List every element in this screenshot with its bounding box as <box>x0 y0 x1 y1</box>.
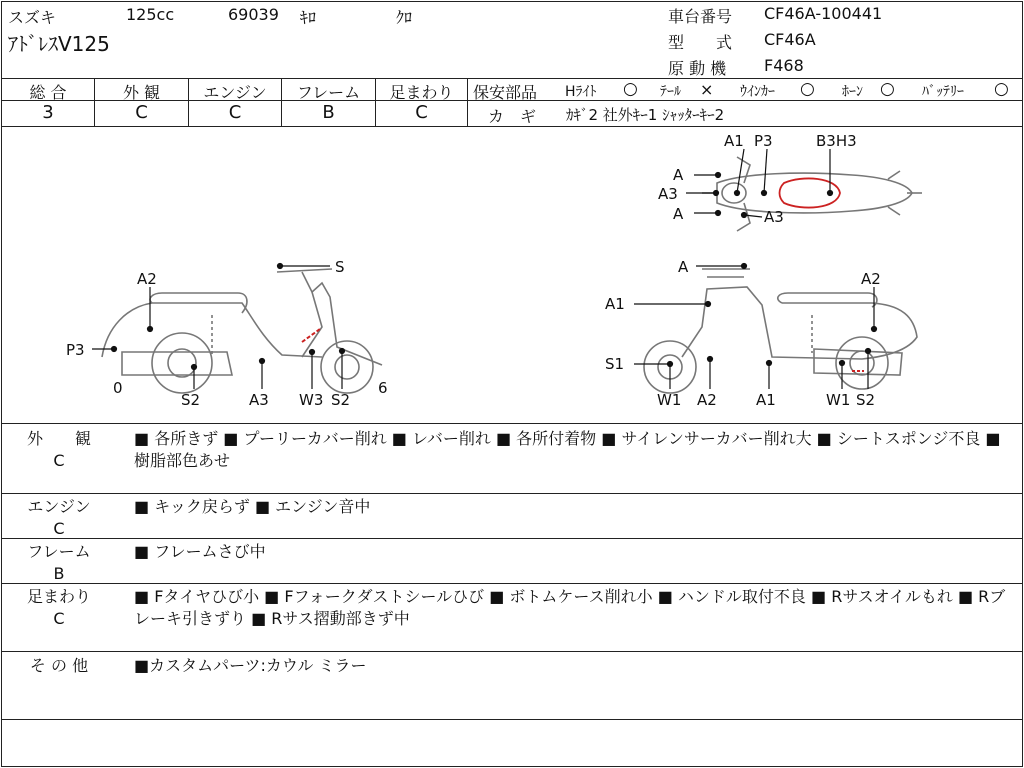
frame-no: CF46A-100441 <box>764 4 883 23</box>
keys-label: カ ギ <box>488 107 537 126</box>
grade-suspension-value: C <box>415 102 428 123</box>
diag-label: A1 <box>605 295 625 313</box>
remark-grade: C <box>53 519 65 538</box>
displacement: 125cc <box>126 5 175 24</box>
diag-label: 6 <box>378 379 388 397</box>
mileage-unit: ｷﾛ <box>300 8 317 27</box>
frame-no-label: 車台番号 <box>668 7 733 26</box>
remark-text: ■カスタムパーツ:カウル ミラー <box>134 656 367 675</box>
diag-label: B3H3 <box>816 132 857 150</box>
grade-suspension-label: 足まわり <box>389 83 454 102</box>
diag-label: S2 <box>181 391 201 409</box>
diag-label: A <box>673 166 684 184</box>
remark-text: ■ Fタイヤひび小 ■ Fフォークダストシールひび ■ ボトムケース削れ小 ■ ハンドル取付不良 ■ Rサスオイルもれ ■ Rブレーキ引きずり ■ Rサス摺動部きず中 <box>134 587 1006 628</box>
safety-item-battery: ﾊﾞｯﾃﾘｰ <box>922 84 964 100</box>
remark-grade: B <box>53 564 65 583</box>
safety-item-winker: ｳｲﾝｶｰ <box>740 84 775 100</box>
diag-label: W1 <box>657 391 682 409</box>
type-label: 型 式 <box>668 33 733 52</box>
remark-grade: C <box>53 451 65 470</box>
diag-label: S2 <box>331 391 351 409</box>
diag-label: A2 <box>861 270 881 288</box>
remark-label: 外 観 <box>26 429 91 448</box>
diag-label: W1 <box>826 391 851 409</box>
model-name: ｱﾄﾞﾚｽV125 <box>8 32 110 56</box>
remark-text: ■ フレームさび中 <box>134 542 266 561</box>
safety-mark-winker: ○ <box>800 79 815 99</box>
diag-label: S2 <box>856 391 876 409</box>
remark-text: ■ キック戻らず ■ エンジン音中 <box>134 497 371 516</box>
diag-label: 0 <box>113 379 123 397</box>
diag-label: A <box>673 205 684 223</box>
scooter-diagram-svg <box>2 127 1022 423</box>
diag-label: A3 <box>249 391 269 409</box>
diag-label: S <box>335 258 345 276</box>
grade-exterior-label: 外 観 <box>122 83 161 102</box>
diag-label: A2 <box>697 391 717 409</box>
diag-label: A3 <box>764 208 784 226</box>
mileage: 69039 <box>228 5 279 24</box>
safety-mark-headlight: ○ <box>623 79 638 99</box>
safety-mark-battery: ○ <box>994 79 1009 99</box>
diag-label: W3 <box>299 391 324 409</box>
color: ｸﾛ <box>396 8 413 27</box>
type-value: CF46A <box>764 30 816 49</box>
remark-label: そ の 他 <box>29 656 89 675</box>
remark-grade: C <box>53 609 65 628</box>
diag-label: A1 <box>724 132 744 150</box>
safety-mark-tail: × <box>700 80 714 99</box>
remark-label: 足まわり <box>26 587 91 606</box>
damage-diagram <box>2 127 1022 423</box>
safety-label: 保安部品 <box>473 83 538 102</box>
diag-label: A <box>678 258 689 276</box>
safety-item-tail: ﾃｰﾙ <box>660 84 681 100</box>
maker: スズキ <box>8 8 57 27</box>
diag-label: P3 <box>754 132 773 150</box>
diag-label: S1 <box>605 355 625 373</box>
grade-total-label: 総 合 <box>29 83 67 102</box>
safety-item-horn: ﾎｰﾝ <box>842 84 863 100</box>
diag-label: A3 <box>658 185 678 203</box>
remark-label: フレーム <box>27 542 91 561</box>
safety-item-headlight: Hﾗｲﾄ <box>565 84 597 100</box>
diag-label: A2 <box>137 270 157 288</box>
grade-total-value: 3 <box>42 102 54 123</box>
grade-engine-value: C <box>228 102 242 123</box>
engine-label: 原 動 機 <box>668 59 727 78</box>
engine-value: F468 <box>764 56 804 75</box>
safety-mark-horn: ○ <box>880 79 895 99</box>
grade-frame-label: フレーム <box>296 83 361 102</box>
grade-engine-label: エンジン <box>203 83 267 102</box>
grade-frame-value: B <box>322 102 335 123</box>
keys-value: ｶｷﾞ2 社外ｷｰ1 ｼｬｯﾀｰｷｰ2 <box>566 106 725 124</box>
remark-label: エンジン <box>27 497 91 516</box>
grade-exterior-value: C <box>135 102 148 123</box>
remark-text: ■ 各所きず ■ プーリーカバー削れ ■ レバー削れ ■ 各所付着物 ■ サイレンサーカバー削れ大 ■ シートスポンジ不良 ■ 樹脂部色あせ <box>134 429 1001 470</box>
diag-label: A1 <box>756 391 776 409</box>
diag-label: P3 <box>66 341 85 359</box>
